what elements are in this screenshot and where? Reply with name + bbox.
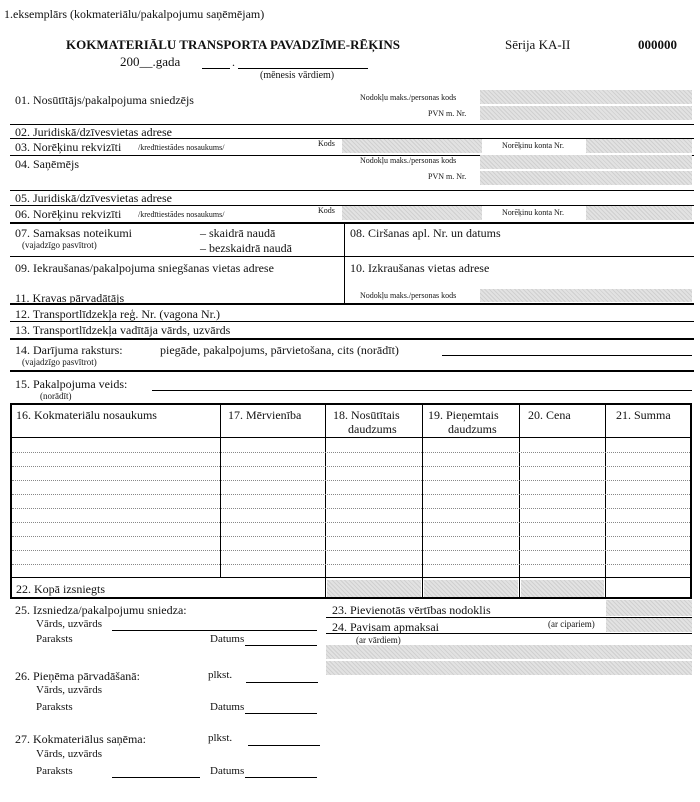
payment-noncash-option[interactable]: – bezskaidrā naudā (200, 241, 292, 255)
field-01-label: 01. Nosūtītājs/pakalpojuma sniedzējs (15, 93, 194, 107)
form-title: KOKMATERIĀLU TRANSPORTA PAVADZĪME-RĒĶINS (66, 37, 400, 52)
field-12-label: 12. Transportlīdzekļa reģ. Nr. (vagona Nr.) (15, 307, 220, 321)
field-15-label: 15. Pakalpojuma veids: (15, 377, 128, 391)
field-13-label: 13. Transportlīdzekļa vadītāja vārds, uzvārds (15, 323, 231, 337)
sender-tax-code-field[interactable] (480, 90, 692, 104)
total-received-field[interactable] (424, 580, 518, 597)
form-number: 000000 (638, 37, 677, 52)
col-divider (422, 403, 423, 599)
col-20-header: 20. Cena (528, 408, 571, 422)
field-23-label: 23. Pievienotās vērtības nodoklis (332, 603, 491, 617)
divider (326, 633, 692, 634)
table-row[interactable] (12, 466, 690, 467)
field-07-note: (vajadzīgo pasvītrot) (22, 240, 97, 250)
bank-note: /kredītiestādes nosaukums/ (138, 143, 225, 152)
field-24-label: 24. Pavisam apmaksai (332, 620, 439, 634)
copy-note: 1.eksemplārs (kokmateriālu/pakalpojumu saņēmējam) (4, 7, 265, 21)
date-label: Datums (210, 701, 245, 713)
divider (10, 256, 694, 257)
col-18-header-b: daudzums (348, 422, 397, 436)
field-14-note: (vajadzīgo pasvītrot) (22, 357, 97, 367)
name-label: Vārds, uzvārds (36, 684, 102, 696)
issuer-date-line[interactable] (245, 645, 317, 646)
words-note: (ar vārdiem) (356, 635, 401, 645)
tax-code-label: Nodokļu maks./personas kods (360, 156, 457, 165)
account-label: Norēķinu konta Nr. (502, 208, 564, 217)
col-19-header-a: 19. Pieņemtais (428, 408, 499, 422)
transaction-other-line[interactable] (442, 355, 692, 356)
month-note: (mēnesis vārdiem) (260, 70, 335, 81)
total-price-field[interactable] (521, 580, 604, 597)
receiver-account-field[interactable] (586, 206, 692, 220)
receiver-vat-field[interactable] (480, 171, 692, 185)
series-label: Sērija KA-II (505, 37, 571, 52)
field-06-label: 06. Norēķinu rekvizīti (15, 207, 122, 221)
field-02-label: 02. Juridiskā/dzīvesvietas adrese (15, 125, 172, 139)
receiver-tax-code-field[interactable] (480, 155, 692, 169)
col-19-header-b: daudzums (448, 422, 497, 436)
table-row[interactable] (12, 550, 690, 551)
vat-amount-field[interactable] (606, 600, 692, 616)
col-divider (605, 403, 606, 599)
date-label: Datums (210, 765, 245, 777)
field-11-label: 11. Kravas pārvadātājs (15, 291, 125, 305)
signature-label: Paraksts (36, 701, 73, 713)
table-row[interactable] (12, 480, 690, 481)
field-14-label: 14. Darījuma raksturs: (15, 343, 123, 357)
col-18-header-a: 18. Nosūtītais (333, 408, 400, 422)
field-27-label: 27. Kokmateriālus saņēma: (15, 732, 146, 746)
sender-bank-code-field[interactable] (342, 139, 482, 153)
date-year-label: 200__.gada (120, 54, 181, 69)
date-label: Datums (210, 633, 245, 645)
carrier-time-line[interactable] (246, 682, 318, 683)
field-09-label: 09. Iekraušanas/pakalpojuma sniegšanas vietas adrese (15, 261, 274, 275)
time-label: plkst. (208, 732, 233, 744)
vat-label: PVN m. Nr. (428, 109, 467, 118)
field-15-note: (norādīt) (40, 391, 72, 401)
name-label: Vārds, uzvārds (36, 618, 102, 630)
total-label: 22. Kopā izsniegts (16, 582, 105, 596)
field-03-label: 03. Norēķinu rekvizīti (15, 140, 122, 154)
table-row[interactable] (12, 536, 690, 537)
payment-cash-option[interactable]: – skaidrā naudā (200, 226, 276, 240)
tax-code-label: Nodokļu maks./personas kods (360, 291, 457, 300)
carrier-tax-code-field[interactable] (480, 289, 692, 302)
field-05-label: 05. Juridiskā/dzīvesvietas adrese (15, 191, 172, 205)
sender-account-field[interactable] (586, 139, 692, 153)
tax-code-label: Nodokļu maks./personas kods (360, 93, 457, 102)
field-26-label: 26. Pieņēma pārvadāšanā: (15, 669, 140, 683)
table-row[interactable] (12, 522, 690, 523)
divider (10, 338, 694, 340)
table-row[interactable] (12, 564, 690, 565)
receiver-time-line[interactable] (248, 745, 320, 746)
total-row-divider (10, 577, 692, 578)
receiver-date-line[interactable] (245, 777, 317, 778)
field-08-label: 08. Ciršanas apl. Nr. un datums (350, 226, 501, 240)
kods-label: Kods (318, 139, 335, 148)
transaction-options[interactable]: piegāde, pakalpojums, pārvietošana, cits (norādīt) (160, 343, 399, 357)
account-label: Norēķinu konta Nr. (502, 141, 564, 150)
divider (344, 223, 345, 303)
bank-note: /kredītiestādes nosaukums/ (138, 210, 225, 219)
field-04-label: 04. Saņēmējs (15, 157, 79, 171)
total-words-field-1[interactable] (326, 645, 692, 659)
kods-label: Kods (318, 206, 335, 215)
receiver-bank-code-field[interactable] (342, 206, 482, 220)
receiver-signature-line[interactable] (112, 777, 200, 778)
divider (10, 370, 694, 372)
col-16-header: 16. Kokmateriālu nosaukums (16, 408, 157, 422)
date-month-line[interactable] (238, 68, 368, 69)
field-10-label: 10. Izkraušanas vietas adrese (350, 261, 490, 275)
col-21-header: 21. Summa (616, 408, 671, 422)
signature-label: Paraksts (36, 765, 73, 777)
total-digits-field[interactable] (606, 618, 692, 632)
digits-note: (ar cipariem) (548, 619, 595, 629)
date-dot: . (232, 55, 235, 69)
total-sent-field[interactable] (327, 580, 421, 597)
table-header-divider (10, 437, 692, 438)
issuer-name-line[interactable] (112, 630, 317, 631)
col-17-header: 17. Mērvienība (228, 408, 302, 422)
field-07-label: 07. Samaksas noteikumi (15, 226, 132, 240)
total-words-field-2[interactable] (326, 661, 692, 675)
time-label: plkst. (208, 669, 233, 681)
table-row[interactable] (12, 508, 690, 509)
table-row[interactable] (12, 494, 690, 495)
vat-label: PVN m. Nr. (428, 172, 467, 181)
table-row[interactable] (12, 452, 690, 453)
carrier-date-line[interactable] (245, 713, 317, 714)
col-divider (325, 403, 326, 599)
signature-label: Paraksts (36, 633, 73, 645)
date-day-line[interactable] (202, 68, 230, 69)
service-type-line[interactable] (152, 390, 692, 391)
divider (10, 321, 694, 322)
name-label: Vārds, uzvārds (36, 748, 102, 760)
field-25-label: 25. Izsniedza/pakalpojumu sniedza: (15, 603, 187, 617)
divider (10, 222, 694, 224)
sender-vat-field[interactable] (480, 106, 692, 120)
col-divider (519, 403, 520, 599)
